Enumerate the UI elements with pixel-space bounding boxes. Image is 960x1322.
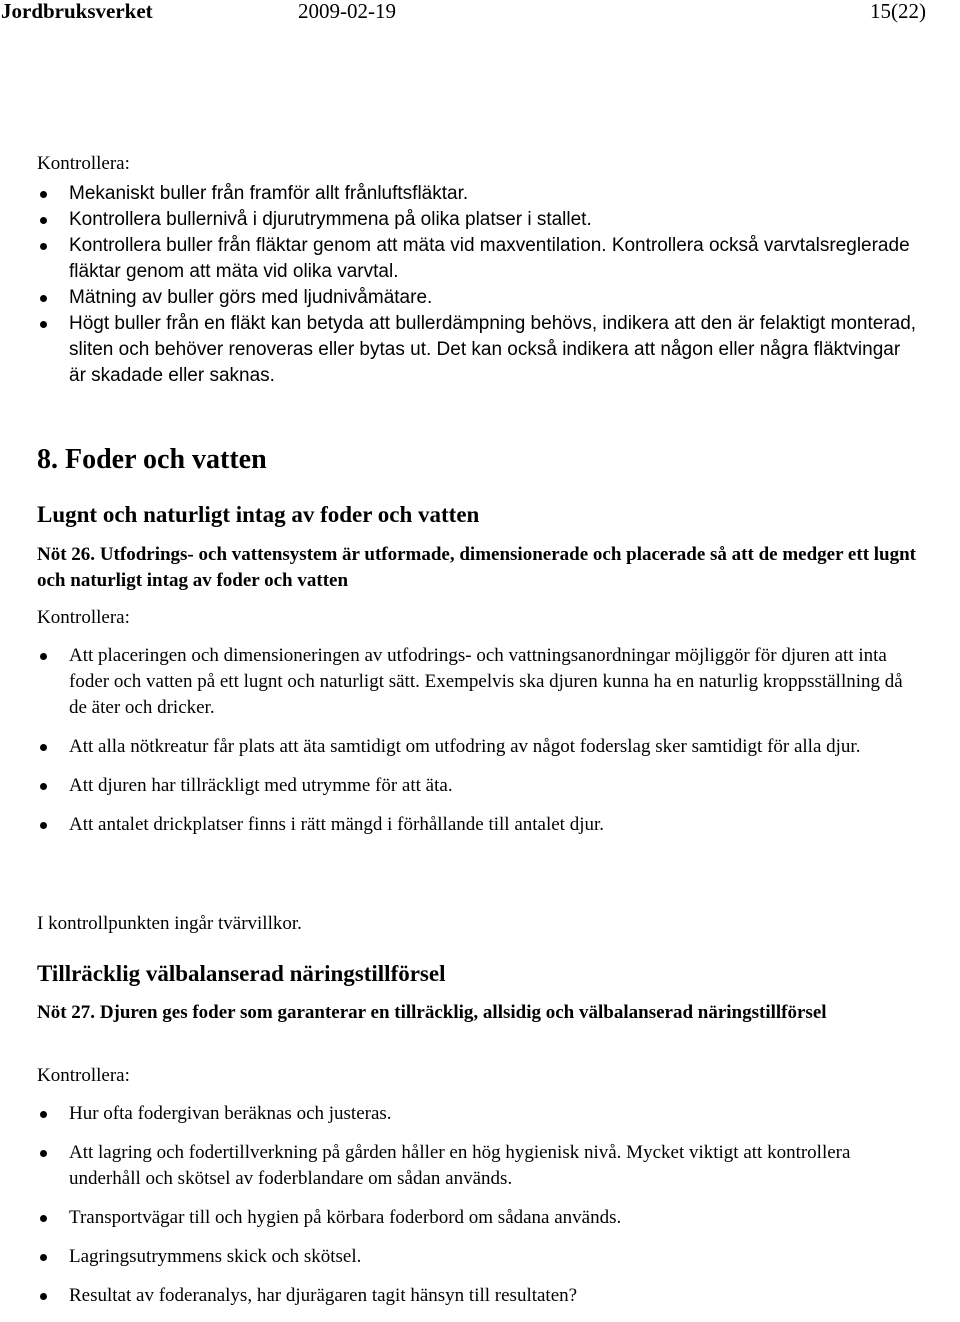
list-item: Resultat av foderanalys, har djurägaren tagit hänsyn till resultaten? — [37, 1283, 917, 1309]
list-item: Kontrollera buller från fläktar genom att mäta vid maxventilation. Kontrollera också varvtalsreglerade fläktar genom att mäta vid olika varvtal. — [37, 233, 917, 285]
header-date: 2009-02-19 — [298, 0, 396, 23]
intake-checklist — [37, 643, 917, 851]
list-item: Lagringsutrymmens skick och skötsel. — [37, 1244, 917, 1270]
list-item: Mätning av buller görs med ljudnivåmätare. — [37, 285, 917, 311]
cross-compliance-note: I kontrollpunkten ingår tvärvillkor. — [37, 913, 302, 934]
list-item: Kontrollera bullernivå i djurutrymmena på olika platser i stallet. — [37, 207, 917, 233]
list-item: Att placeringen och dimensioneringen av utfodrings- och vattningsanordningar möjliggör för djuren att inta foder och vatten på ett lugnt och naturligt sätt. Exempelvis ska djuren kunna ha en naturlig kroppsställning då de äter och dricker. — [37, 643, 917, 721]
list-item: Hur ofta fodergivan beräknas och justeras. — [37, 1101, 917, 1127]
subsection-title-nutrition: Tillräcklig välbalanserad näringstillförsel — [37, 961, 446, 986]
requirement-27 — [37, 1000, 917, 1026]
list-item: Att antalet drickplatser finns i rätt mängd i förhållande till antalet djur. — [37, 812, 917, 838]
list-item: Att lagring och fodertillverkning på gården håller en hög hygienisk nivå. Mycket viktigt att kontrollera underhåll och skötsel av foderblandare om sådan används. — [37, 1140, 917, 1192]
list-item: Att djuren har tillräckligt med utrymme för att äta. — [37, 773, 917, 799]
list-item: Högt buller från en fläkt kan betyda att bullerdämpning behövs, indikera att den är felaktigt monterad, sliten och behöver renoveras eller bytas ut. Det kan också indikera att någon eller några fläktvingar är skadade eller saknas. — [37, 311, 917, 389]
check-label-noise: Kontrollera: — [37, 153, 130, 174]
header-page-number: 15(22) — [870, 0, 926, 23]
check-label-intake: Kontrollera: — [37, 607, 130, 628]
list-item: Transportvägar till och hygien på körbara foderbord om sådana används. — [37, 1205, 917, 1231]
requirement-text: Djuren ges foder som garanterar en tillräcklig, allsidig och välbalanserad näringstillförsel — [99, 1002, 827, 1023]
requirement-26 — [37, 542, 917, 594]
check-label-nutrition: Kontrollera: — [37, 1065, 130, 1086]
requirement-text: Utfodrings- och vattensystem är utformade, dimensionerade och placerade så att de medger ett lugnt och naturligt intag av foder och vatten — [37, 544, 917, 591]
requirement-id: Nöt 26. — [37, 544, 96, 565]
noise-checklist — [37, 181, 917, 389]
page-header — [0, 0, 960, 26]
subsection-title-intake: Lugnt och naturligt intag av foder och vatten — [37, 502, 480, 527]
header-organization: Jordbruksverket — [1, 0, 153, 23]
list-item: Mekaniskt buller från framför allt frånluftsfläktar. — [37, 181, 917, 207]
list-item: Att alla nötkreatur får plats att äta samtidigt om utfodring av något foderslag sker samtidigt för alla djur. — [37, 734, 917, 760]
nutrition-checklist — [37, 1101, 917, 1322]
requirement-id: Nöt 27. — [37, 1002, 96, 1023]
section-title: 8. Foder och vatten — [37, 444, 267, 475]
